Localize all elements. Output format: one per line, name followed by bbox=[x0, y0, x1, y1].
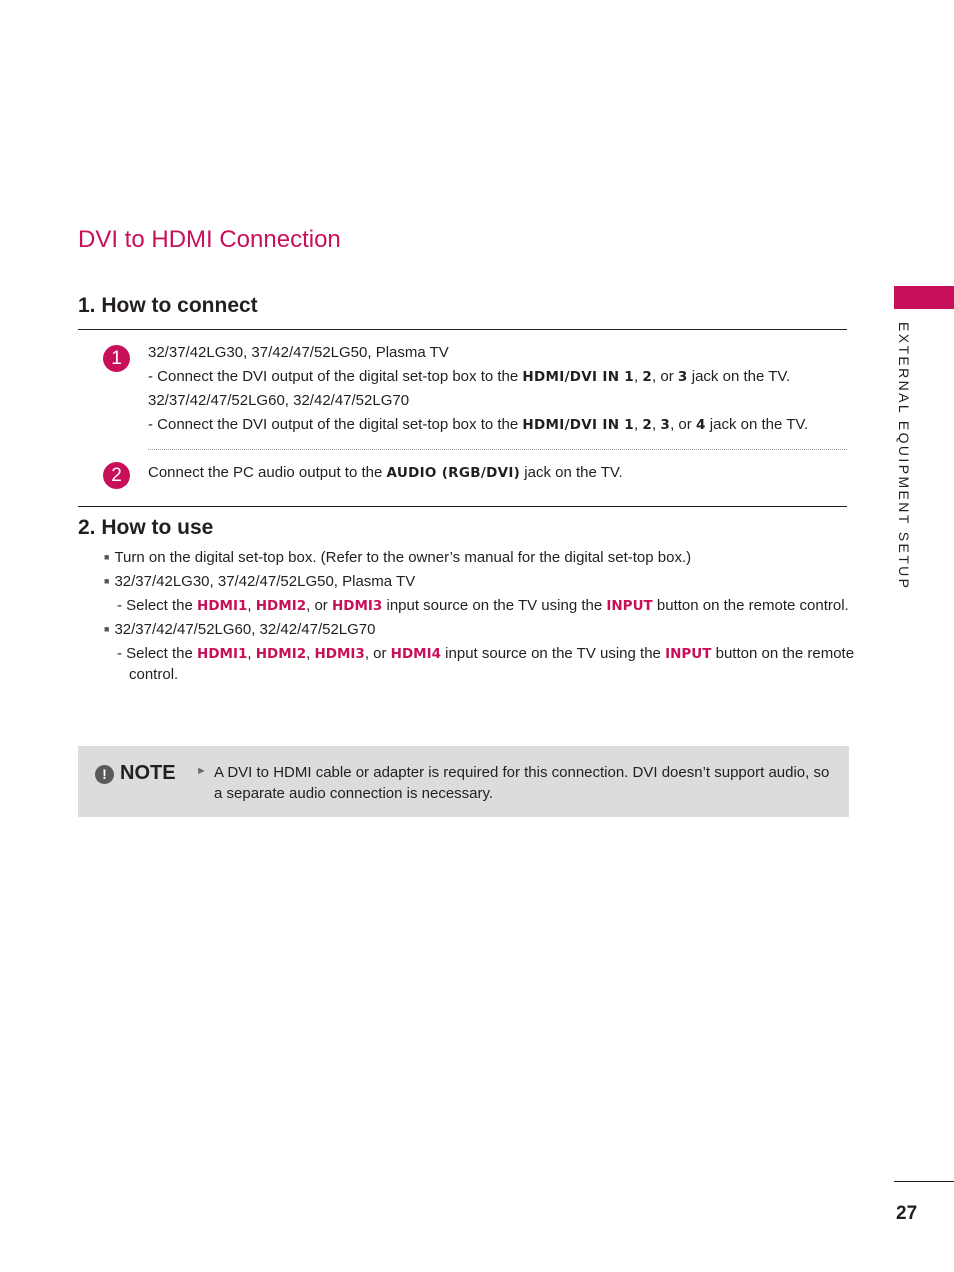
hdmi2-label: HDMI2 bbox=[255, 646, 307, 662]
instr-text: input source on the TV using the bbox=[382, 597, 607, 614]
bullet-text: 32/37/42LG30, 37/42/47/52LG50, Plasma TV bbox=[114, 573, 416, 590]
instr-text: button on the remote control. bbox=[652, 597, 849, 614]
use-bullet-2 bbox=[104, 573, 415, 592]
hdmi1-label: HDMI1 bbox=[197, 646, 248, 662]
bullet-text: 32/37/42/47/52LG60, 32/42/47/52LG70 bbox=[114, 621, 376, 638]
step-1-instruction-a bbox=[148, 368, 790, 386]
instr-text: - Connect the DVI output of the digital set-top box to the bbox=[148, 368, 523, 385]
separator: , bbox=[247, 597, 256, 614]
jack-3-label: 3 bbox=[677, 369, 688, 385]
side-tab-marker bbox=[894, 286, 954, 309]
separator: , bbox=[247, 645, 256, 662]
hdmi-dvi-in-label: HDMI/DVI IN 1 bbox=[522, 417, 634, 433]
separator: , or bbox=[364, 645, 391, 662]
separator: , bbox=[306, 645, 315, 662]
audio-rgb-dvi-label: AUDIO (RGB/DVI) bbox=[386, 465, 521, 481]
instr-text: Connect the PC audio output to the bbox=[148, 464, 387, 481]
section-divider-top bbox=[78, 329, 847, 330]
jack-3-label: 3 bbox=[660, 417, 671, 433]
step-2-badge: 2 bbox=[103, 462, 130, 489]
note-text: A DVI to HDMI cable or adapter is required for this connection. DVI doesn’t support audio, so a separate audio connection is necessary. bbox=[214, 764, 830, 802]
bullet-text: Turn on the digital set-top box. (Refer to the owner’s manual for the digital set-top box.) bbox=[114, 549, 692, 566]
hdmi-dvi-in-label: HDMI/DVI IN 1 bbox=[522, 369, 634, 385]
instr-text: - Select the bbox=[117, 645, 198, 662]
hdmi1-label: HDMI1 bbox=[197, 598, 248, 614]
use-bullet-3-instruction bbox=[117, 645, 854, 663]
note-label: NOTE bbox=[120, 762, 176, 784]
jack-2-label: 2 bbox=[642, 417, 653, 433]
hdmi3-label: HDMI3 bbox=[331, 598, 383, 614]
side-tab-label: EXTERNAL EQUIPMENT SETUP bbox=[896, 322, 912, 591]
step-divider bbox=[148, 449, 847, 450]
separator: , bbox=[652, 416, 661, 433]
separator: , bbox=[634, 368, 643, 385]
triangle-arrow-icon: ► bbox=[196, 765, 207, 777]
instr-text: - Select the bbox=[117, 597, 198, 614]
step-1-model-line-b: 32/37/42/47/52LG60, 32/42/47/52LG70 bbox=[148, 392, 410, 409]
instr-text: jack on the TV. bbox=[520, 464, 623, 481]
section-divider-bottom bbox=[78, 506, 847, 507]
instr-text: jack on the TV. bbox=[687, 368, 791, 385]
separator: , bbox=[634, 416, 643, 433]
use-bullet-3-continuation: control. bbox=[129, 666, 179, 683]
page-title: DVI to HDMI Connection bbox=[78, 226, 341, 253]
separator: , or bbox=[670, 416, 696, 433]
separator: , or bbox=[306, 597, 332, 614]
hdmi2-label: HDMI2 bbox=[255, 598, 307, 614]
how-to-connect-heading: 1. How to connect bbox=[78, 294, 258, 317]
jack-2-label: 2 bbox=[642, 369, 653, 385]
use-bullet-1 bbox=[104, 549, 691, 568]
step-1-badge: 1 bbox=[103, 345, 130, 372]
hdmi4-label: HDMI4 bbox=[390, 646, 442, 662]
bullet-icon: ■ bbox=[104, 576, 110, 586]
exclamation-icon: ! bbox=[95, 765, 114, 784]
jack-4-label: 4 bbox=[695, 417, 706, 433]
instr-text: input source on the TV using the bbox=[441, 645, 666, 662]
instr-text: jack on the TV. bbox=[705, 416, 809, 433]
separator: , or bbox=[652, 368, 678, 385]
instr-text: button on the remote bbox=[711, 645, 855, 662]
how-to-use-heading: 2. How to use bbox=[78, 516, 214, 539]
input-button-label: INPUT bbox=[665, 646, 712, 662]
bullet-icon: ■ bbox=[104, 624, 110, 634]
step-1-model-line-a: 32/37/42LG30, 37/42/47/52LG50, Plasma TV bbox=[148, 344, 449, 361]
instr-text: - Connect the DVI output of the digital set-top box to the bbox=[148, 416, 523, 433]
use-bullet-2-instruction bbox=[117, 597, 849, 615]
step-2-instruction bbox=[148, 464, 623, 482]
use-bullet-3 bbox=[104, 621, 376, 640]
bullet-icon: ■ bbox=[104, 552, 110, 562]
page-number-rule bbox=[894, 1181, 954, 1182]
hdmi3-label: HDMI3 bbox=[314, 646, 365, 662]
input-button-label: INPUT bbox=[606, 598, 653, 614]
step-1-instruction-b bbox=[148, 416, 808, 434]
page-number: 27 bbox=[896, 1203, 918, 1224]
